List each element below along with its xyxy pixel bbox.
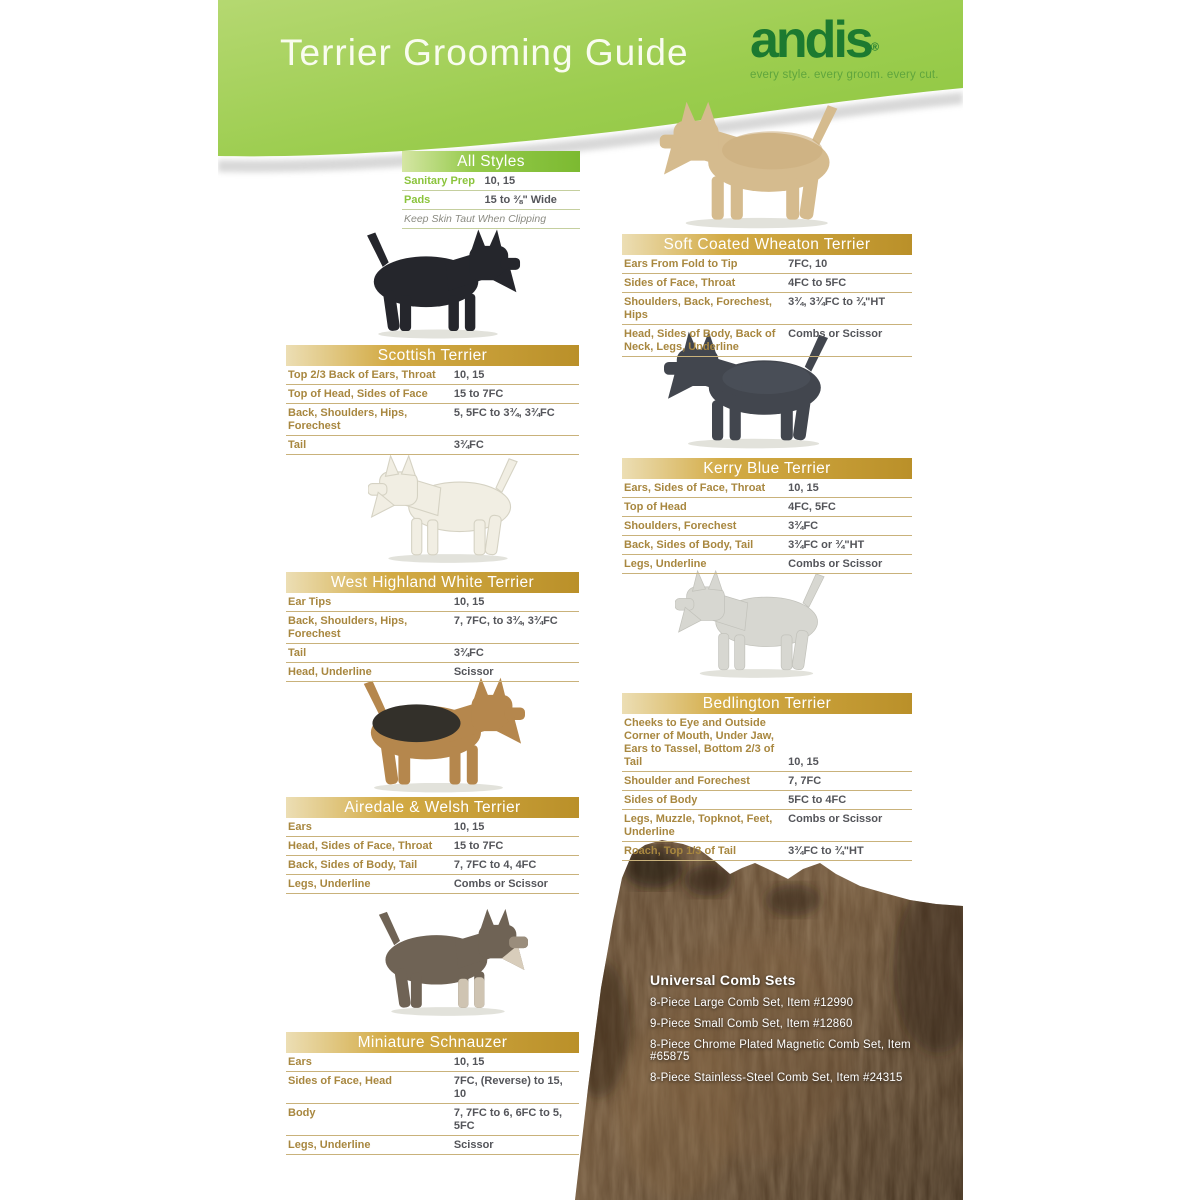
table-row [622, 293, 912, 325]
table-kerry-blue-terrier [622, 458, 912, 574]
table-row [286, 663, 579, 682]
row-label: Ears, Sides of Face, Throat [624, 482, 766, 494]
row-value: 7, 7FC [788, 774, 822, 787]
table-scottish-terrier [286, 345, 579, 455]
row-value: 3¾, 3¾FC to ¾"HT [788, 295, 886, 308]
table-row [286, 1136, 579, 1155]
row-value: 5FC to 4FC [788, 793, 847, 806]
row-label: Body [288, 1106, 316, 1119]
bedlington-terrier-photo [675, 560, 835, 688]
row-value: 5, 5FC to 3¾, 3¾FC [453, 406, 555, 419]
table-title: Kerry Blue Terrier [622, 458, 912, 479]
row-value: Combs or Scissor [453, 877, 548, 890]
row-value: 7, 7FC to 4, 4FC [453, 858, 537, 871]
row-label: Roach, Top 1/3 of Tail [624, 844, 737, 857]
row-value: 10, 15 [453, 369, 485, 381]
table-row [286, 404, 579, 436]
row-value: Combs or Scissor [788, 812, 883, 825]
row-value: 10, 15 [484, 175, 516, 187]
table-row [622, 498, 912, 517]
row-label: Head, Sides of Body, Back of Neck, Legs, Underline [624, 327, 776, 353]
row-label: Tail [288, 646, 307, 659]
table-row [286, 1072, 579, 1104]
row-label: Legs, Muzzle, Topknot, Feet, Underline [624, 812, 773, 838]
table-row [286, 385, 579, 404]
table-row [286, 593, 579, 612]
table-title: Airedale & Welsh Terrier [286, 797, 579, 818]
row-value: 15 to 7FC [453, 839, 504, 852]
comb-sets-title: Universal Comb Sets [650, 972, 796, 988]
table-row [622, 555, 912, 574]
table-row [622, 772, 912, 791]
poster [218, 0, 963, 1200]
row-value: Scissor [453, 1138, 494, 1151]
row-label: Legs, Underline [288, 877, 371, 890]
table-bedlington-terrier [622, 693, 912, 861]
row-label: Back, Sides of Body, Tail [288, 858, 418, 871]
table-row [286, 856, 579, 875]
row-value: 3¾FC to ¾"HT [788, 844, 864, 857]
table-row [622, 810, 912, 842]
table-row [402, 172, 580, 191]
table-row [622, 842, 912, 861]
table-row [622, 274, 912, 293]
table-row [286, 366, 579, 385]
row-label: Top of Head, Sides of Face [288, 387, 428, 400]
row-label: Back, Shoulders, Hips, Forechest [288, 406, 408, 432]
row-value: 4FC, 5FC [788, 500, 836, 513]
scottish-terrier-photo [352, 228, 524, 340]
table-title: West Highland White Terrier [286, 572, 579, 593]
row-value: Scissor [453, 665, 494, 678]
row-value: 7FC, 10 [788, 258, 828, 270]
table-all-styles [402, 151, 580, 229]
row-label: Back, Shoulders, Hips, Forechest [288, 614, 408, 640]
row-value: 4FC to 5FC [788, 276, 847, 289]
row-value: 3¾FC [453, 646, 484, 659]
row-label: Cheeks to Eye and Outside Corner of Mouth, Under Jaw, Ears to Tassel, Bottom 2/3 of Tail [624, 717, 775, 768]
table-title: Soft Coated Wheaton Terrier [622, 234, 912, 255]
table-row [286, 818, 579, 837]
row-value: 10, 15 [788, 755, 819, 768]
row-value: Combs or Scissor [788, 327, 883, 340]
table-soft-coated-wheaton-terrier [622, 234, 912, 357]
soft-coated-wheaton-terrier-photo [648, 100, 862, 230]
row-label: Sides of Face, Throat [624, 276, 736, 289]
universal-comb-sets [650, 972, 950, 1093]
row-label: Head, Sides of Face, Throat [288, 839, 433, 852]
row-label: Sides of Body [624, 793, 698, 806]
table-row [286, 1104, 579, 1136]
table-row [622, 517, 912, 536]
row-value: 15 to ⅜" Wide [484, 193, 557, 206]
row-label: Legs, Underline [624, 557, 707, 570]
table-miniature-schnauzer [286, 1032, 579, 1155]
row-value: 15 to 7FC [453, 387, 504, 400]
table-row [622, 536, 912, 555]
row-label: Ear Tips [288, 596, 332, 608]
airedale-welsh-terrier-photo [352, 676, 525, 794]
row-value: 7, 7FC to 6, 6FC to 5, 5FC [453, 1106, 563, 1132]
row-label: Pads [404, 193, 431, 206]
row-value: 3¾FC or ¾"HT [788, 538, 865, 551]
row-value: 3¾FC [453, 438, 484, 451]
table-row [622, 325, 912, 357]
comb-set-item: 8-Piece Stainless-Steel Comb Set, Item #24315 [650, 1072, 903, 1084]
page-title: Terrier Grooming Guide [280, 32, 689, 73]
row-value: 10, 15 [453, 821, 485, 833]
row-value: 10, 15 [453, 596, 485, 608]
table-row [286, 875, 579, 894]
table-row [286, 436, 579, 455]
table-airedale-welsh-terrier [286, 797, 579, 894]
row-label: Back, Sides of Body, Tail [624, 538, 754, 551]
row-label: Shoulder and Forechest [624, 774, 750, 787]
row-label: Ears [288, 1056, 312, 1068]
brand-block [750, 11, 950, 81]
table-title: Bedlington Terrier [622, 693, 912, 714]
table-row [622, 479, 912, 498]
row-value: 7, 7FC, to 3¾, 3¾FC [453, 614, 558, 627]
row-label: Legs, Underline [288, 1138, 371, 1151]
table-row [286, 644, 579, 663]
row-value: 10, 15 [453, 1056, 485, 1068]
row-label: Head, Underline [288, 665, 372, 678]
row-label: Shoulders, Forechest [624, 519, 737, 532]
row-label: Ears From Fold to Tip [624, 258, 738, 270]
row-label: Top 2/3 Back of Ears, Throat [288, 369, 436, 381]
row-value: 3¾FC [788, 519, 819, 532]
table-row [402, 191, 580, 210]
comb-set-item: 8-Piece Chrome Plated Magnetic Comb Set, Item #65875 [650, 1039, 911, 1063]
table-row [622, 791, 912, 810]
miniature-schnauzer-photo [368, 896, 528, 1028]
table-row [622, 255, 912, 274]
table-title: Miniature Schnauzer [286, 1032, 579, 1053]
table-row [286, 612, 579, 644]
table-west-highland-white-terrier [286, 572, 579, 682]
registered-mark: ® [870, 41, 879, 54]
west-highland-white-terrier-photo [368, 450, 528, 568]
row-value: Combs or Scissor [788, 557, 883, 570]
row-value: 7FC, (Reverse) to 15, 10 [453, 1074, 563, 1100]
row-label: Shoulders, Back, Forechest, Hips [624, 295, 772, 321]
table-title: All Styles [402, 151, 580, 172]
row-label: Ears [288, 821, 312, 833]
table-row [286, 837, 579, 856]
comb-set-item: 8-Piece Large Comb Set, Item #12990 [650, 997, 854, 1009]
comb-set-item: 9-Piece Small Comb Set, Item #12860 [650, 1018, 853, 1030]
row-label: Sanitary Prep [404, 175, 475, 187]
row-label: Tail [288, 438, 307, 451]
table-row [622, 714, 912, 772]
table-title: Scottish Terrier [286, 345, 579, 366]
row-value: 10, 15 [788, 482, 819, 494]
table-note: Keep Skin Taut When Clipping [402, 210, 580, 229]
table-row [286, 1053, 579, 1072]
row-label: Sides of Face, Head [288, 1074, 392, 1087]
brand-tagline: every style. every groom. every cut. [750, 69, 939, 81]
andis-logo: andis [750, 11, 871, 69]
row-label: Top of Head [624, 500, 687, 513]
